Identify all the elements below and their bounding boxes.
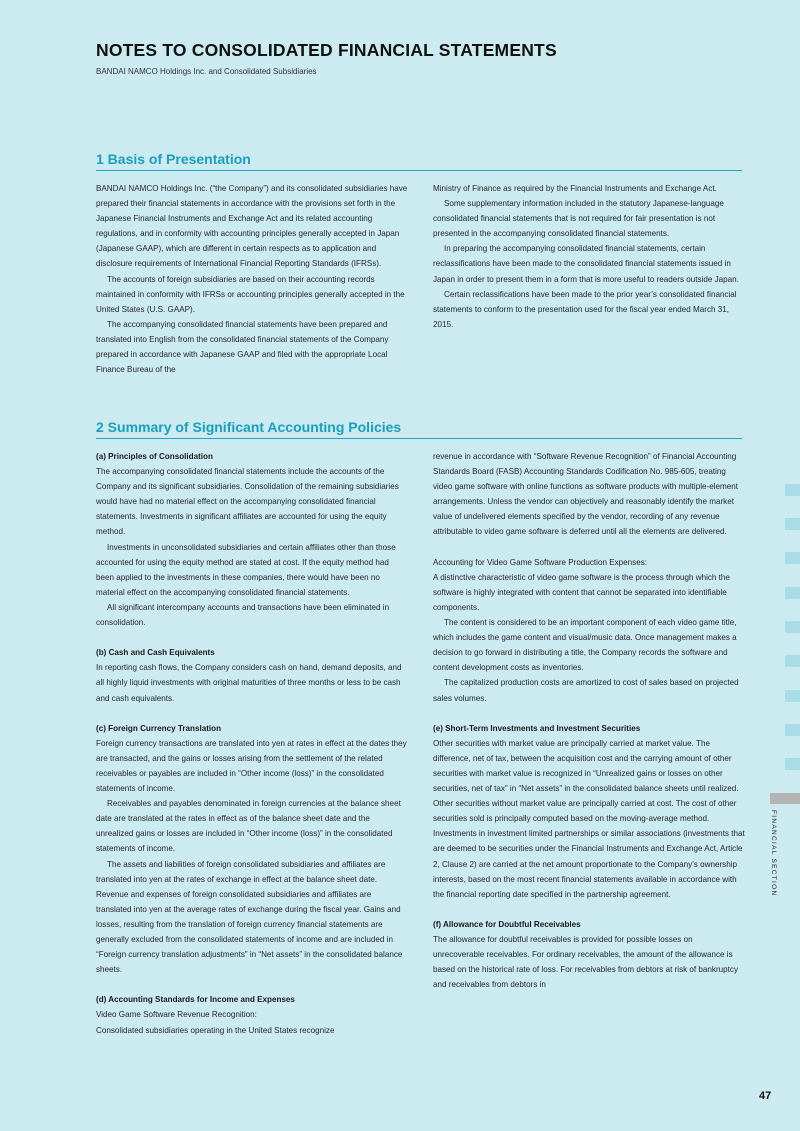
page-title: NOTES TO CONSOLIDATED FINANCIAL STATEMENTS <box>96 40 557 60</box>
subsection-title-d: (d) Accounting Standards for Income and Expenses <box>96 995 295 1005</box>
paragraph: The accounts of foreign subsidiaries are based on their accounting records maintained in conformity with IFRSs or accounting principles generally accepted in the United States (U.S. GAAP). <box>96 274 405 314</box>
section1-left-column <box>96 181 408 377</box>
paragraph: Investments in unconsolidated subsidiaries and certain affiliates other than those accounted for using the equity method are stated at cost. If the equity method had been applied to the investments in these companies, there would have been no material effect on the accompanying consolidated financial statements. <box>96 542 396 597</box>
paragraph: A distinctive characteristic of video game software is the process through which the software is highly integrated with content that cannot be separated into identifiable components. <box>433 572 730 612</box>
subsection-title-b: (b) Cash and Cash Equivalents <box>96 648 215 658</box>
subsection-title-a: (a) Principles of Consolidation <box>96 452 213 461</box>
paragraph: Consolidated subsidiaries operating in the United States recognize <box>96 1025 335 1035</box>
paragraph: The accompanying consolidated financial statements have been prepared and translated into English from the consolidated financial statements of the Company prepared in accordance with Japanese GAAP and filed with the appropriate Local Finance Bureau of the <box>96 319 389 375</box>
side-nav-tab[interactable] <box>785 758 800 770</box>
section2-right-column <box>433 449 745 992</box>
paragraph: The assets and liabilities of foreign consolidated subsidiaries and affiliates are translated into yen at the rates of exchange in effect at the balance sheet date. Revenue and expenses of foreign consolidated subsidiaries and affiliates are translated into yen at the average rates of exchange during the fiscal year. Gains and losses, resulting from the translation of foreign currency financial statements are generally excluded from the consolidated statements of income and are included in “Foreign currency translation adjustments” in “Net assets” in the consolidated balance sheets. <box>96 859 403 975</box>
paragraph: Some supplementary information included in the statutory Japanese-language consolidated financial statements that is not required for fair presentation is not presented in the accompanying consolidated financial statements. <box>433 199 724 239</box>
paragraph: Other securities with market value are principally carried at market value. The difference, net of tax, between the acquisition cost and the carrying amount of other securities with market value is recognized in “Unrealized gains or losses on other securities, net of tax” in “Net assets” in the consolidated balance sheets until realized. Other securities without market value are principally carried at cost. The cost of other securities sold is principally computed based on the moving-average method. Investments in investment limited partnerships or similar associations (investments that are deemed to be securities under the Financial Instruments and Exchange Act, Article 2, Clause 2) are carried at the net amount proportionate to the Company’s ownership interests, based on the most recent financial statements available in accordance with the financial reporting date specified in the partnership agreement. <box>433 738 745 899</box>
section1-right-column <box>433 181 745 332</box>
section-heading-accounting-policies: 2 Summary of Significant Accounting Policies <box>96 419 742 439</box>
subsection-title-f: (f) Allowance for Doubtful Receivables <box>433 919 581 929</box>
page-number: 47 <box>759 1090 772 1102</box>
subsection-title-c: (c) Foreign Currency Translation <box>96 723 222 733</box>
paragraph: The allowance for doubtful receivables is provided for possible losses on unrecoverable receivables. For ordinary receivables, the amount of the allowance is based on the historical rate of loss. For receivables from debtors at risk of bankruptcy and receivables from debtors in <box>433 935 739 990</box>
paragraph: Ministry of Finance as required by the Financial Instruments and Exchange Act. <box>433 184 717 193</box>
side-nav-tab[interactable] <box>785 518 800 530</box>
paragraph: In preparing the accompanying consolidated financial statements, certain reclassifications have been made to the consolidated financial statements issued in Japan in order to present them in a form that is more useful to readers outside Japan. <box>433 244 739 284</box>
paragraph: Receivables and payables denominated in foreign currencies at the balance sheet date are translated at the rates in effect as of the balance sheet date and the unrealized gains or losses are included in “Other income (loss)” in the consolidated statements of income. <box>96 799 401 854</box>
side-nav-tab[interactable] <box>785 552 800 564</box>
paragraph: All significant intercompany accounts and transactions have been eliminated in consolidation. <box>96 602 390 628</box>
paragraph: Video Game Software Revenue Recognition: <box>96 1010 257 1020</box>
side-nav-tab[interactable] <box>785 587 800 599</box>
paragraph: Accounting for Video Game Software Production Expenses: <box>433 557 648 567</box>
side-nav-tab[interactable] <box>785 724 800 736</box>
side-section-label: FINANCIAL SECTION <box>770 810 777 897</box>
side-nav-tab[interactable] <box>785 484 800 496</box>
paragraph: The accompanying consolidated financial statements include the accounts of the Company and its significant subsidiaries. Consolidation of the remaining subsidiaries would have had no material effect on the accompanying consolidated financial statements. Investments in significant affiliates are accounted for using the equity method. <box>96 467 399 537</box>
subsection-title-e: (e) Short-Term Investments and Investment Securities <box>433 723 641 733</box>
paragraph: Certain reclassifications have been made to the prior year’s consolidated financial statements to conform to the presentation used for the fiscal year ended March 31, 2015. <box>433 289 737 329</box>
paragraph: In reporting cash flows, the Company considers cash on hand, demand deposits, and all highly liquid investments with original maturities of three months or less to be cash and cash equivalents. <box>96 663 402 703</box>
paragraph: revenue in accordance with “Software Revenue Recognition” of Financial Accounting Standards Board (FASB) Accounting Standards Codification No. 985-605, treating video game software with online functions as software products with multiple-element arrangements. Unless the vendor can objectively and reasonably identify the market value of undelivered elements specified by the vendor, recording of any revenue attributable to video game software is deferred until all the elements are delivered. <box>433 452 739 537</box>
section-heading-basis-of-presentation: 1 Basis of Presentation <box>96 151 742 171</box>
paragraph: The content is considered to be an important component of each video game title, which includes the game content and visual/music data. Once management makes a decision to go forward in distributing a title, the Company records the software and content development costs as inventories. <box>433 618 737 673</box>
side-nav-tab-financial-section-active[interactable] <box>770 793 800 804</box>
side-nav-tab[interactable] <box>785 621 800 633</box>
page-subtitle: BANDAI NAMCO Holdings Inc. and Consolidated Subsidiaries <box>96 67 317 76</box>
section2-left-column <box>96 449 408 1038</box>
paragraph: BANDAI NAMCO Holdings Inc. (“the Company”) and its consolidated subsidiaries have prepared their financial statements in accordance with the provisions set forth in the Japanese Financial Instruments and Exchange Act and its related accounting regulations, and in conformity with accounting principles generally accepted in Japan (Japanese GAAP), which are different in certain respects as to application and disclosure requirements of International Financial Reporting Standards (IFRSs). <box>96 184 408 269</box>
paragraph: Foreign currency transactions are translated into yen at rates in effect at the dates they are transacted, and the gains or losses arising from the settlement of the related receivables or payables are included in “Other income (loss)” in the consolidated statements of income. <box>96 738 407 794</box>
side-nav-tab[interactable] <box>785 690 800 702</box>
paragraph: The capitalized production costs are amortized to cost of sales based on projected sales volumes. <box>433 678 739 703</box>
side-nav-tab[interactable] <box>785 655 800 667</box>
